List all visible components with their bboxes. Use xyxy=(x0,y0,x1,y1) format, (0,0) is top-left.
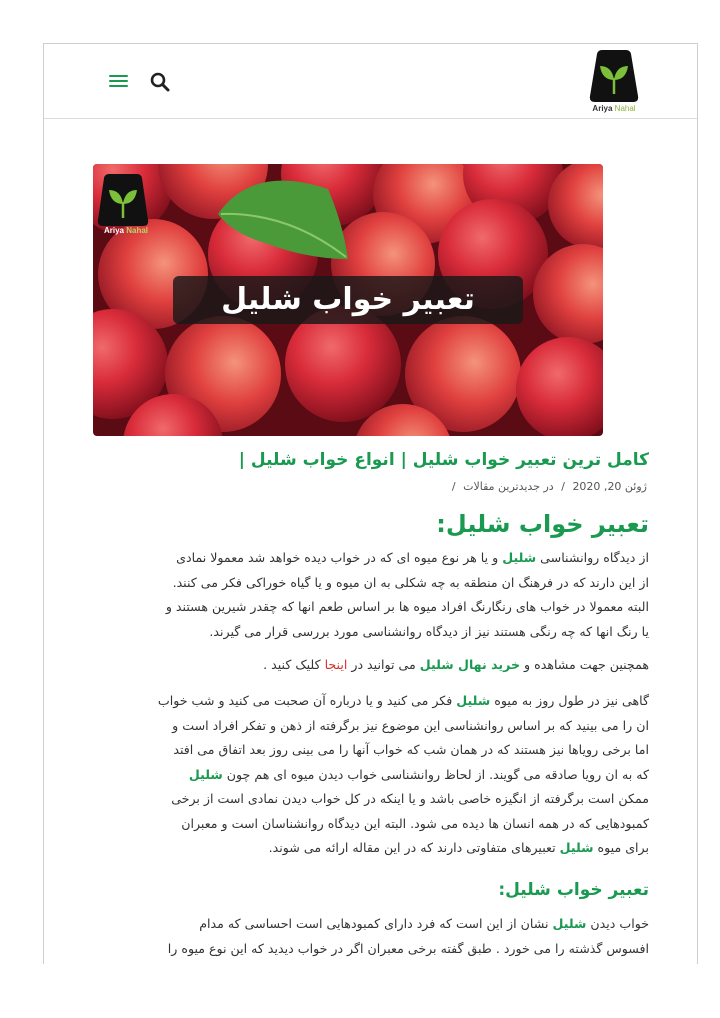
post-meta xyxy=(450,480,649,493)
post-title[interactable]: کامل ترین تعبیر خواب شلیل | انواع خواب شلیل | xyxy=(238,450,649,470)
paragraph-3: گاهی نیز در طول روز به میوه شلیل فکر می کنید و یا درباره آن صحبت می کنید و شب خواب ان را می بینید که بر اساس روانشناسی این موضوع نیز برگرفته از ذهن و تفکر افراد است و اما برخی رویاها نیز هستند که در همان شب که خواب آنها را می بینی روز بعد اتفاق می افتد که به ان رویا صادقه می گویند. از لحاظ روانشناسی خواب دیدن میوه ای هم چون شلیل ممکن است برگرفته از انگیزه خاصی باشد و یا اینکه در کل خواب دیدن نمادی است از برخی کمبودهایی که در همه انسان ها دیده می شود. البته این دیدگاه روانشناسان است و معبران برای میوه شلیل تعبیرهای متفاوتی دارند که در این مقاله ارائه می شوند. xyxy=(157,693,649,855)
paragraph-4: خواب دیدن شلیل نشان از این است که فرد دارای کمبودهایی است احساسی که مدام افسوس گذشته را می خورد . طبق گفته برخی معبران اگر در خواب دیدید که این نوع میوه را xyxy=(167,916,649,956)
hamburger-menu-icon[interactable] xyxy=(108,72,130,90)
keyword-link[interactable]: شلیل xyxy=(552,916,587,931)
page-frame xyxy=(43,43,698,964)
featured-image xyxy=(93,164,603,436)
here-link[interactable]: اینجا xyxy=(324,657,348,672)
keyword-link[interactable]: شلیل xyxy=(502,550,537,565)
paragraph-2: همچنین جهت مشاهده و خرید نهال شلیل می توانید در اینجا کلیک کنید . xyxy=(263,657,649,672)
hero-title: تعبیر خواب شلیل xyxy=(221,282,475,317)
post-category[interactable]: در جدیدترین مقالات xyxy=(463,480,554,493)
keyword-link[interactable]: شلیل xyxy=(188,766,223,782)
site-logo[interactable] xyxy=(588,48,640,116)
meta-separator-trailing: / xyxy=(451,480,456,493)
keyword-link[interactable]: شلیل xyxy=(559,840,594,855)
logo-emblem-icon xyxy=(588,48,640,104)
hero-logo-text: Ariya Nahal xyxy=(103,226,149,235)
paragraph-1: از دیدگاه روانشناسی شلیل و یا هر نوع میوه ای که در خواب دیده خواهد شد معمولا نمادی از این دارند که در فرهنگ ان منطقه به چه شکلی به ان میوه و یا گیاه خوراکی فکر می کنند. البته معمولا در خواب های رنگارنگ افراد میوه ها بر اساس طعم انها که چقدر شیرین هستند و یا رنگ انها که چه رنگی هستند نیز از دیدگاه روانشناسی مورد بررسی قرار می گیرند. xyxy=(165,550,649,639)
keyword-link[interactable]: شلیل xyxy=(456,693,491,708)
buy-seedling-link[interactable]: خرید نهال شلیل xyxy=(419,657,521,672)
post-date: ژوئن 20, 2020 xyxy=(572,480,647,493)
sub-heading: تعبیر خواب شلیل: xyxy=(498,880,649,900)
logo-text: Ariya Nahal xyxy=(592,104,636,113)
section-heading: تعبیر خواب شلیل: xyxy=(436,510,649,538)
site-header xyxy=(44,44,697,119)
search-icon[interactable] xyxy=(148,70,172,94)
meta-separator: / xyxy=(561,480,565,493)
